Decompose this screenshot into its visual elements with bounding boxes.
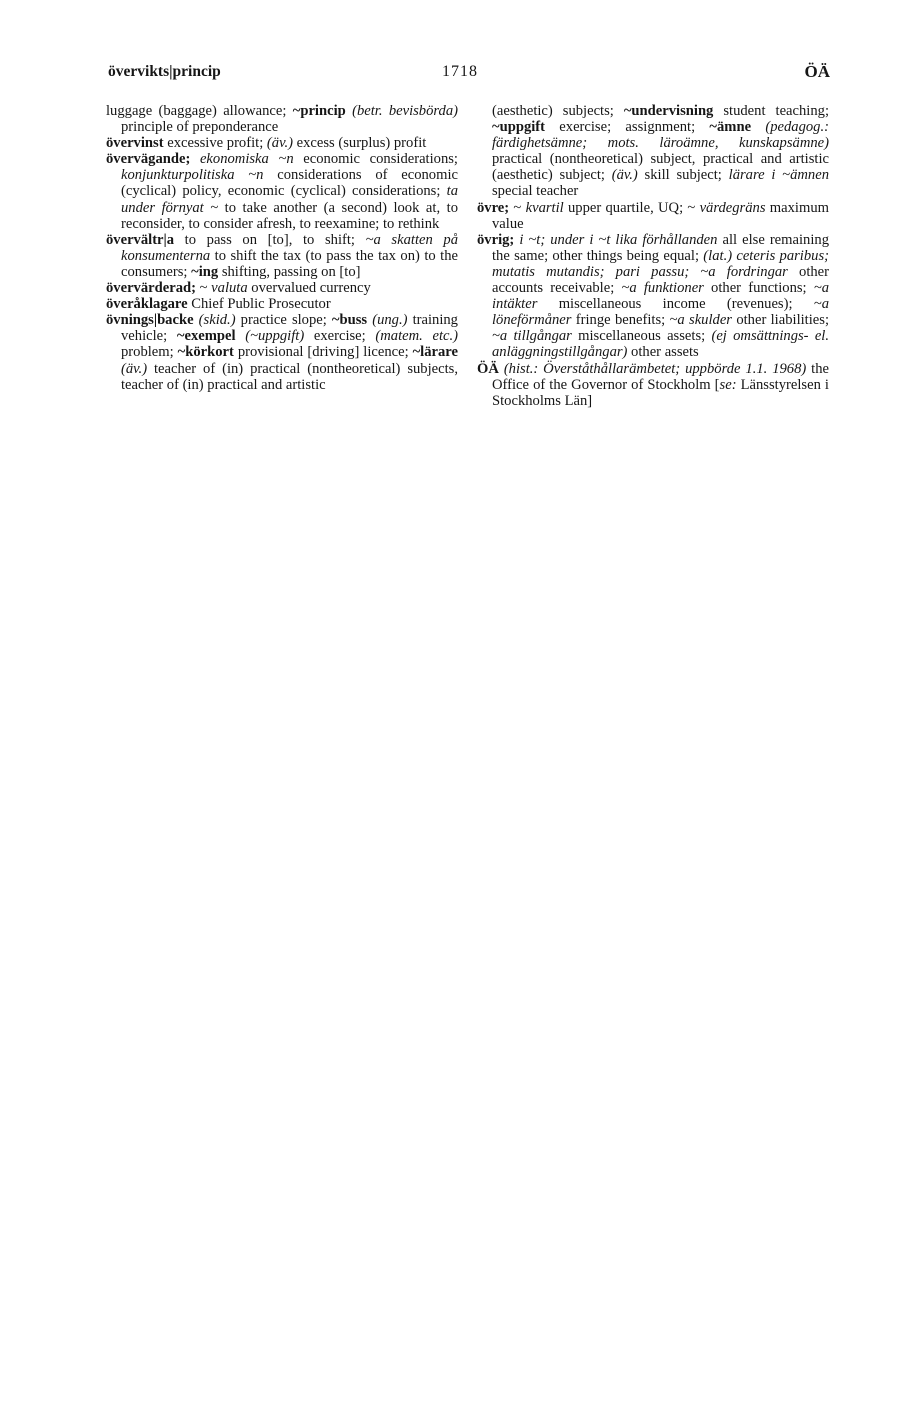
entry-text: other functions; — [703, 280, 814, 297]
entry-text: provisional [driving] licence; — [233, 344, 413, 361]
entry-text: practice slope; — [235, 312, 332, 329]
entry-text: exercise; — [304, 328, 376, 345]
headword: ~undervisning — [623, 103, 714, 119]
italic-text: ~a intäkter — [492, 280, 830, 313]
headword: ~körkort — [177, 344, 234, 361]
entry-text: overvalued currency — [247, 280, 371, 297]
headword: övervältr|a — [106, 231, 175, 248]
entry-text: special teacher — [492, 183, 579, 200]
entry-text: ~ — [195, 280, 212, 297]
entry-text — [751, 119, 765, 135]
entry-text: ~ — [509, 199, 526, 216]
dictionary-entry — [477, 361, 829, 409]
section-letter: ÖÄ — [804, 62, 830, 81]
headword: ~buss — [331, 312, 368, 329]
italic-text: konjunkturpolitiska ~n — [121, 167, 264, 184]
entry-text: to pass on [to], to shift; — [174, 231, 366, 248]
entry-text: training vehicle; — [121, 312, 458, 345]
entry-text: other accounts receivable; — [492, 263, 830, 297]
italic-text: kvartil — [525, 199, 564, 216]
dictionary-entry — [106, 103, 458, 135]
entry-text: shifting, passing on [to] — [218, 263, 361, 280]
entry-text: upper quartile, UQ; ~ — [563, 199, 700, 216]
italic-text: (betr. bevisbörda) — [352, 103, 458, 119]
italic-text: ~a funktioner — [621, 280, 704, 297]
entry-text — [190, 151, 200, 167]
dictionary-entry — [106, 296, 458, 312]
headword: ÖÄ — [477, 360, 499, 377]
italic-text: värdegräns — [699, 199, 766, 216]
italic-text: ta under förnyat ~ — [121, 183, 458, 216]
entry-text: teacher of (in) practical (nontheoretical) subjects, teacher of (in) practical and artistic — [121, 360, 458, 393]
dictionary-entry — [106, 151, 458, 231]
italic-text: ~a löneförmåner — [492, 296, 829, 329]
italic-text: (ung.) — [372, 312, 408, 329]
headword: ~exempel — [176, 328, 236, 345]
italic-text: ~a tillgångar — [492, 328, 572, 345]
entry-text: Chief Public Prosecutor — [187, 296, 331, 313]
italic-text: lärare i ~ämnen — [728, 167, 829, 184]
entry-text: luggage (baggage) allowance; — [106, 103, 293, 119]
entry-text: excess (surplus) profit — [292, 135, 427, 152]
entry-text: fringe benefits; — [571, 312, 670, 329]
italic-text: (~uppgift) — [245, 328, 305, 345]
right-column — [477, 103, 829, 409]
italic-text: se: — [719, 376, 737, 393]
headword: övervärderad; — [106, 280, 196, 297]
italic-text: i ~t; under i ~t lika förhållanden — [519, 231, 718, 248]
entry-text: considerations of economic (cyclical) policy, economic (cyclical) considerations; — [121, 167, 458, 200]
entry-text: (aesthetic) subjects; — [492, 103, 624, 119]
guide-word: övervikts|princip — [108, 63, 221, 80]
dictionary-entry — [106, 135, 458, 151]
headword: ~ämne — [709, 119, 752, 136]
italic-text: (hist.: Överståthållarämbetet; uppbörde 1.1. 1968) — [503, 360, 807, 377]
headword: övre; — [477, 199, 510, 216]
dictionary-entry — [477, 232, 829, 361]
italic-text: (matem. etc.) — [375, 328, 458, 345]
italic-text: ~a skatten på konsumenterna — [121, 231, 458, 264]
entry-text: maximum value — [492, 199, 829, 232]
headword: ~princip — [292, 103, 346, 119]
headword: ~ing — [191, 263, 219, 280]
entry-text: miscellaneous assets; — [571, 328, 712, 345]
entry-text: exercise; assignment; — [545, 119, 710, 136]
left-column — [106, 103, 458, 393]
italic-text: (skid.) — [198, 312, 236, 329]
dictionary-entry — [106, 232, 458, 280]
entry-text: to shift the tax (to pass the tax on) to the consumers; — [121, 247, 458, 280]
headword: övrig; — [477, 231, 515, 248]
entry-text: other liabilities; — [732, 312, 829, 329]
italic-text: (lat.) ceteris paribus; mutatis mutandis; pari passu; ~a fordringar — [492, 247, 829, 280]
italic-text: (äv.) — [121, 360, 148, 377]
entry-text: student teaching; — [713, 103, 829, 119]
dictionary-entry — [477, 200, 829, 232]
italic-text: valuta — [211, 280, 248, 297]
headword: överåklagare — [106, 296, 188, 313]
entry-text: all else remaining the same; other things being equal; — [492, 231, 829, 264]
headword: ~lärare — [412, 344, 458, 361]
entry-text: economic considerations; — [293, 151, 458, 168]
italic-text: (pedagog.: färdighetsämne; mots. läroämne, kunskapsämne) — [492, 119, 829, 152]
entry-text: the Office of the Governor of Stockholm [ — [492, 360, 829, 393]
italic-text: (äv.) — [611, 167, 638, 184]
entry-text: other assets — [627, 344, 699, 361]
headword: övervinst — [106, 135, 164, 152]
italic-text: ekonomiska ~n — [199, 151, 294, 168]
headword: övervägande; — [106, 151, 191, 168]
dictionary-entry — [106, 312, 458, 392]
dictionary-entry — [106, 280, 458, 296]
entry-text: to take another (a second) look at, to reconsider, to consider afresh, to reexamine; to rethink — [121, 199, 458, 232]
entry-text: problem; — [121, 344, 178, 361]
italic-text: (äv.) — [266, 135, 293, 152]
entry-text: principle of preponderance — [121, 119, 279, 136]
dictionary-entry — [477, 103, 829, 200]
entry-text: practical (nontheoretical) subject, practical and artistic (aesthetic) subject; — [492, 151, 829, 184]
entry-text: miscellaneous income (revenues); — [537, 296, 814, 313]
italic-text: ~a skulder — [669, 312, 732, 329]
page-number: 1718 — [442, 63, 478, 80]
entry-text: skill subject; — [637, 167, 729, 184]
headword: ~uppgift — [492, 119, 546, 136]
headword: övnings|backe — [106, 312, 194, 329]
entry-text: excessive profit; — [163, 135, 267, 152]
entry-text — [236, 328, 246, 344]
entry-text: Länsstyrelsen i Stockholms Län] — [492, 376, 829, 409]
italic-text: (ej omsättnings- el. anläggningstillgångar) — [492, 328, 829, 361]
